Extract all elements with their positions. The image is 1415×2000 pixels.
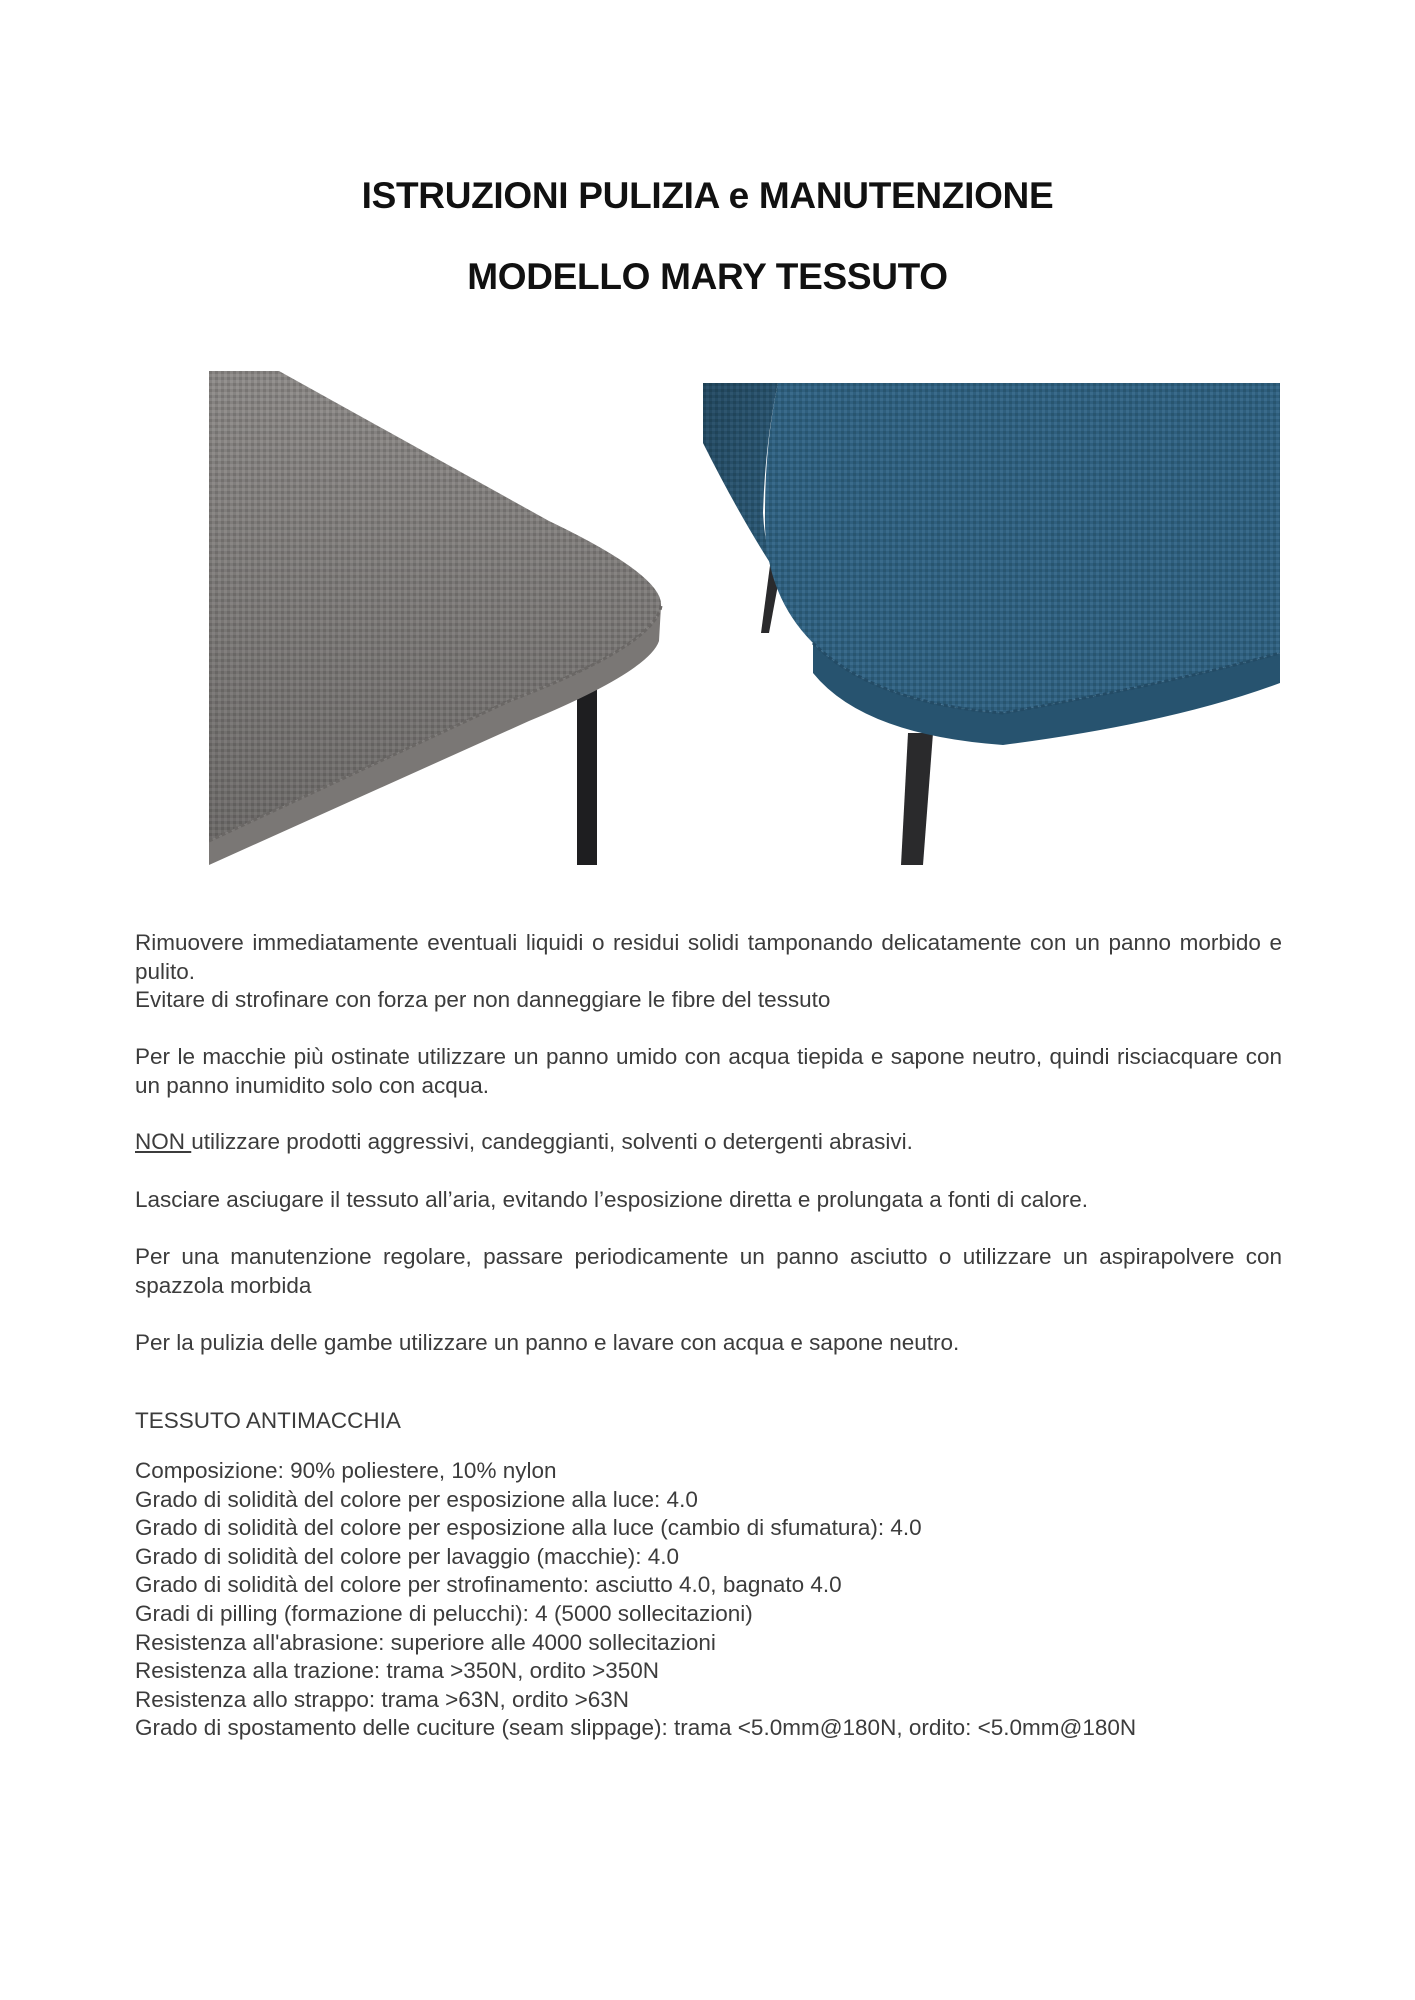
paragraph-no-rubbing: Evitare di strofinare con forza per non danneggiare le fibre del tessuto bbox=[135, 987, 831, 1012]
blue-chair-photo bbox=[703, 383, 1280, 865]
underlined-non: NON bbox=[135, 1129, 192, 1154]
fabric-spec-list bbox=[135, 1457, 1295, 1743]
spec-item: Grado di solidità del colore per esposizione alla luce (cambio di sfumatura): 4.0 bbox=[135, 1515, 922, 1541]
document-title: ISTRUZIONI PULIZIA e MANUTENZIONE bbox=[361, 175, 1054, 216]
paragraph-air-dry: Lasciare asciugare il tessuto all’aria, evitando l’esposizione diretta e prolungata a fonti di calore. bbox=[135, 1187, 1089, 1212]
spec-item: Grado di spostamento delle cuciture (seam slippage): trama <5.0mm@180N, ordito: <5.0mm@180N bbox=[135, 1715, 1137, 1741]
paragraph-stubborn-stains: Per le macchie più ostinate utilizzare un panno umido con acqua tiepida e sapone neutro, quindi risciacquare con un panno inumidito solo con acqua. bbox=[135, 1044, 1282, 1098]
spec-item: Grado di solidità del colore per lavaggio (macchie): 4.0 bbox=[135, 1543, 680, 1569]
spec-item: Grado di solidità del colore per esposizione alla luce: 4.0 bbox=[135, 1486, 698, 1512]
paragraph-legs-cleaning: Per la pulizia delle gambe utilizzare un panno e lavare con acqua e sapone neutro. bbox=[135, 1330, 960, 1355]
grey-chair-photo bbox=[209, 371, 665, 865]
spec-item: Resistenza all'abrasione: superiore alle 4000 sollecitazioni bbox=[135, 1629, 716, 1655]
spec-item: Grado di solidità del colore per strofinamento: asciutto 4.0, bagnato 4.0 bbox=[135, 1572, 842, 1598]
spec-item: Gradi di pilling (formazione di pelucchi): 4 (5000 sollecitazioni) bbox=[135, 1600, 753, 1626]
spec-item: Composizione: 90% poliestere, 10% nylon bbox=[135, 1458, 557, 1483]
fabric-spec-heading: TESSUTO ANTIMACCHIA bbox=[135, 1408, 401, 1433]
paragraph-regular-maintenance: Per una manutenzione regolare, passare periodicamente un panno asciutto o utilizzare un aspirapolvere con spazzola morbida bbox=[135, 1244, 1282, 1298]
document-subtitle: MODELLO MARY TESSUTO bbox=[467, 256, 948, 297]
spec-item: Resistenza allo strappo: trama >63N, ordito >63N bbox=[135, 1686, 630, 1712]
paragraph-no-aggressive-products-text: utilizzare prodotti aggressivi, candeggianti, solventi o detergenti abrasivi. bbox=[191, 1129, 913, 1154]
paragraph-no-aggressive-products bbox=[135, 1128, 1282, 1157]
paragraph-blot-spills: Rimuovere immediatamente eventuali liquidi o residui solidi tamponando delicatamente con un panno morbido e pulito. bbox=[135, 930, 1282, 984]
spec-item: Resistenza alla trazione: trama >350N, ordito >350N bbox=[135, 1658, 660, 1684]
